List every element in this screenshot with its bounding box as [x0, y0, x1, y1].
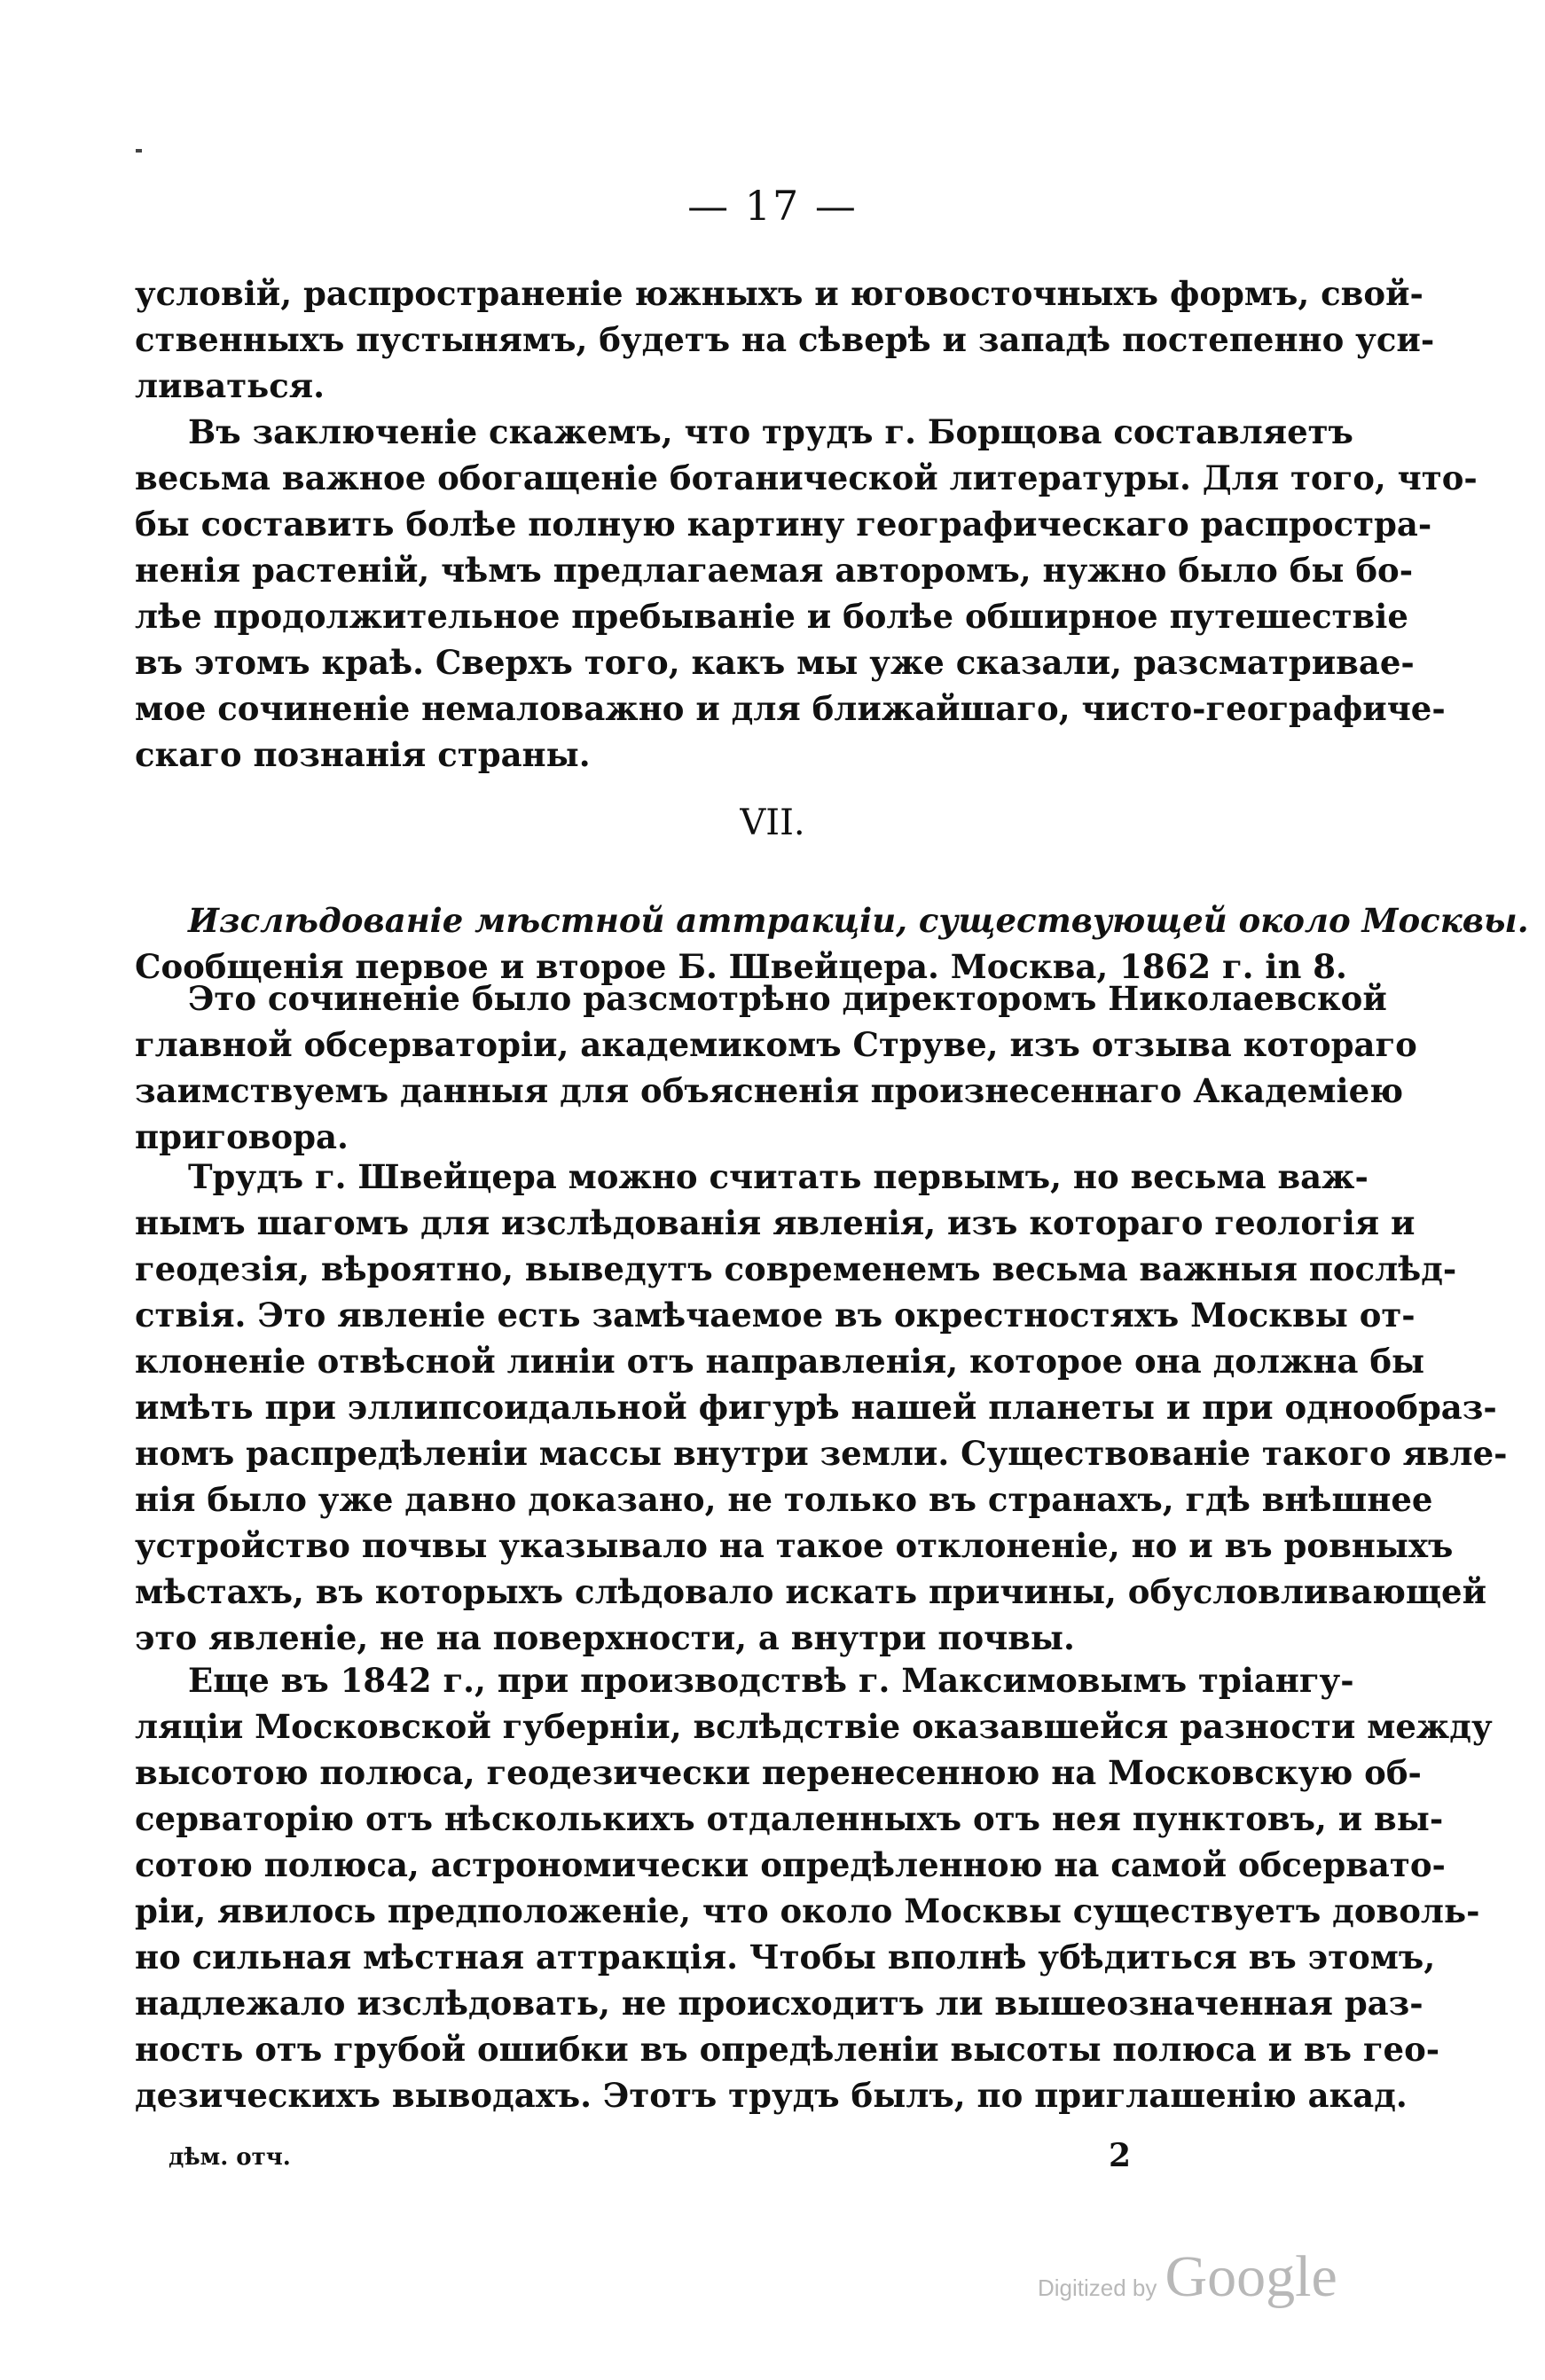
- text-line: сотою полюса, астрономически опредѣленною на самой обсервато-: [135, 1845, 1446, 1884]
- text-line: высотою полюса, геодезически перенесенною на Московскую об-: [135, 1753, 1422, 1792]
- text-line: мѣстахъ, въ которыхъ слѣдовало искать причины, обусловливающей: [135, 1572, 1487, 1611]
- paragraph-phenomenon: [135, 1154, 1508, 1661]
- text-line: это явленіе, не на поверхности, а внутри почвы.: [135, 1618, 1075, 1657]
- text-line: приговора.: [135, 1117, 349, 1156]
- text-line: дезическихъ выводахъ. Этотъ трудъ былъ, по приглашенію акад.: [135, 2076, 1408, 2115]
- text-line: номъ распредѣленіи массы внутри земли. Существованіе такого явле-: [135, 1434, 1508, 1473]
- scan-speck: [136, 149, 142, 153]
- text-line: ляціи Московской губерніи, вслѣдствіе оказавшейся разности между: [135, 1707, 1493, 1746]
- citation-line: Изслѣдованіе мѣстной аттракціи, существующей около Москвы.: [188, 901, 1529, 940]
- text-line: Еще въ 1842 г., при производствѣ г. Максимовымъ тріангу-: [188, 1661, 1354, 1700]
- text-line: скаго познанія страны.: [135, 735, 591, 774]
- text-line: весьма важное обогащеніе ботанической литературы. Для того, что-: [135, 458, 1478, 497]
- text-line: ственныхъ пустынямъ, будетъ на сѣверѣ и западѣ постепенно уси-: [135, 320, 1435, 359]
- text-line: ненія растеній, чѣмъ предлагаемая авторомъ, нужно было бы бо-: [135, 551, 1414, 590]
- text-line: ріи, явилось предположеніе, что около Москвы существуетъ доволь-: [135, 1891, 1480, 1930]
- google-logo: Google: [1165, 2244, 1337, 2309]
- page-footer: [169, 2137, 1144, 2180]
- text-line: но сильная мѣстная аттракція. Чтобы вполнѣ убѣдиться въ этомъ,: [135, 1938, 1436, 1977]
- text-line: ствія. Это явленіе есть замѣчаемое въ окрестностяхъ Москвы от-: [135, 1296, 1416, 1335]
- text-line: надлежало изслѣдовать, не происходитъ ли вышеозначенная раз-: [135, 1984, 1423, 2023]
- section-heading: VII.: [740, 802, 805, 843]
- footer-signature: дѣм. отч.: [169, 2144, 291, 2171]
- digitized-by-watermark: [1038, 2243, 1337, 2314]
- text-line: нія было уже давно доказано, не только въ странахъ, гдѣ внѣшнее: [135, 1480, 1433, 1519]
- citation-line: Сообщенія первое и второе Б. Швейцера. Москва, 1862 г. in 8.: [135, 947, 1347, 986]
- text-line: бы составить болѣе полную картину географическаго распростра-: [135, 505, 1432, 544]
- paragraph-review: [135, 975, 1417, 1160]
- watermark-prefix: Digitized by: [1038, 2274, 1157, 2301]
- text-line: Въ заключеніе скажемъ, что трудъ г. Борщова составляетъ: [188, 412, 1353, 451]
- text-line: Трудъ г. Швейцера можно считать первымъ, но весьма важ-: [188, 1157, 1369, 1196]
- text-line: лѣе продолжительное пребываніе и болѣе обширное путешествіе: [135, 597, 1408, 636]
- paragraph-triangulation: [135, 1657, 1493, 2118]
- text-line: ность отъ грубой ошибки въ опредѣленіи высоты полюса и въ гео-: [135, 2030, 1440, 2069]
- paragraph-continuation: [135, 270, 1478, 778]
- text-line: клоненіе отвѣсной линіи отъ направленія, которое она должна бы: [135, 1342, 1425, 1381]
- text-line: ливаться.: [135, 366, 325, 405]
- text-line: условій, распространеніе южныхъ и юговосточныхъ формъ, свой-: [135, 274, 1423, 313]
- text-line: главной обсерваторіи, академикомъ Струве, изъ отзыва котораго: [135, 1025, 1417, 1064]
- text-line: заимствуемъ данныя для объясненія произнесеннаго Академіею: [135, 1071, 1404, 1110]
- page-number: — 17 —: [687, 182, 858, 230]
- footer-sheet-number: 2: [1109, 2137, 1132, 2174]
- text-line: геодезія, вѣроятно, выведутъ современемъ весьма важныя послѣд-: [135, 1249, 1457, 1288]
- text-line: серваторію отъ нѣсколькихъ отдаленныхъ отъ нея пунктовъ, и вы-: [135, 1799, 1444, 1838]
- text-line: нымъ шагомъ для изслѣдованія явленія, изъ котораго геологія и: [135, 1203, 1416, 1242]
- text-line: имѣть при эллипсоидальной фигурѣ нашей планеты и при однообраз-: [135, 1388, 1497, 1427]
- text-line: Это сочиненіе было разсмотрѣно директоромъ Николаевской: [188, 979, 1387, 1018]
- text-line: устройство почвы указывало на такое отклоненіе, но и въ ровныхъ: [135, 1526, 1454, 1565]
- text-line: мое сочиненіе немаловажно и для ближайшаго, чисто-географиче-: [135, 689, 1446, 728]
- text-line: въ этомъ краѣ. Сверхъ того, какъ мы уже сказали, разсматривае-: [135, 643, 1415, 682]
